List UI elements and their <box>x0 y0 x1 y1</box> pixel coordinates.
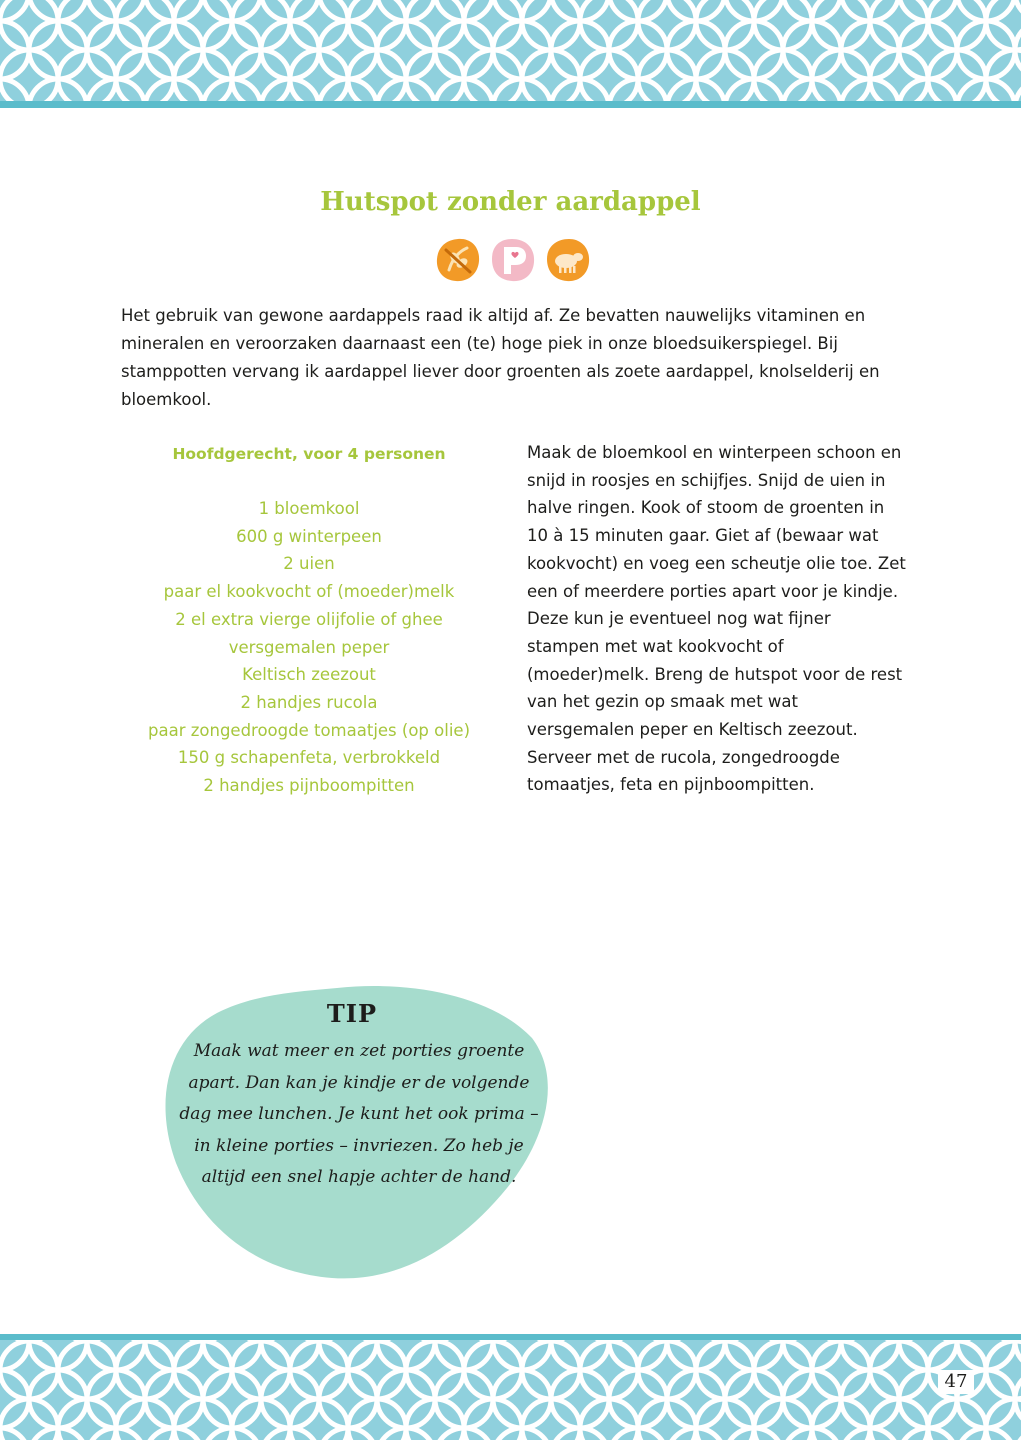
method-paragraph: Maak de bloemkool en winterpeen schoon en snijd in roosjes en schijfjes. Snijd de uien in halve ringen. Kook of stoom de groenten in 10 à 15 minuten gaar. Giet af (bewaar wat kookvocht) en voeg een scheutje olie toe. Zet een of meerdere porties apart voor je kindje. Deze kun je eventueel nog wat fijner stampen met wat kookvocht of (moeder)melk. Breng de hutspot voor de rest van het gezin op smaak met wat versgemalen peper en Keltisch zeezout. Serveer met de rucola, zongedroogde tomaatjes, feta en pijnboompitten. <box>527 443 906 795</box>
bottom-pattern-svg <box>0 1334 1021 1440</box>
top-pattern-band <box>0 0 1021 108</box>
page-number: 47 <box>938 1370 974 1394</box>
sheep-icon <box>544 236 592 284</box>
tip-text: Maak wat meer en zet porties groente apart. Dan kan je kindje er de volgende dag mee lunchen. Je kunt het ook prima – in kleine porties – invriezen. Zo heb je altijd een snel hapje achter de hand. <box>179 1041 539 1187</box>
ingredient-item: Keltisch zeezout <box>242 665 376 685</box>
ingredient-item: 600 g winterpeen <box>236 526 382 546</box>
ingredients-column <box>110 440 508 800</box>
bottom-pattern-band <box>0 1334 1021 1440</box>
serving-heading: Hoofdgerecht, voor 4 personen <box>172 445 446 463</box>
top-pattern-svg <box>0 0 1021 108</box>
ingredient-item: versgemalen peper <box>228 637 390 657</box>
ingredient-item: 2 handjes pijnboompitten <box>203 776 415 796</box>
ingredient-item: 2 el extra vierge olijfolie of ghee <box>175 609 443 629</box>
grain-free-icon <box>434 236 482 284</box>
ingredient-list <box>110 495 508 800</box>
pregnancy-p-icon <box>489 236 537 284</box>
ingredient-item: paar zongedroogde tomaatjes (op olie) <box>148 720 470 740</box>
ingredient-item: 150 g schapenfeta, verbrokkeld <box>177 748 441 768</box>
ingredient-item: 2 uien <box>283 554 335 574</box>
tip-title: TIP <box>326 999 378 1028</box>
ingredient-item: paar el kookvocht of (moeder)melk <box>163 582 455 602</box>
intro-paragraph: Het gebruik van gewone aardappels raad ik altijd af. Ze bevatten nauwelijks vitaminen en mineralen en veroorzaken daarnaast een (te) hoge piek in onze bloedsuikerspiegel. Bij stamppotten vervang ik aardappel liever door groenten als zoete aardappel, knolselderij en bloemkool. <box>121 306 880 409</box>
diet-badges <box>434 236 594 284</box>
ingredient-item: 2 handjes rucola <box>240 692 378 712</box>
ingredient-item: 1 bloemkool <box>258 499 360 518</box>
recipe-title: Hutspot zonder aardappel <box>320 187 701 217</box>
